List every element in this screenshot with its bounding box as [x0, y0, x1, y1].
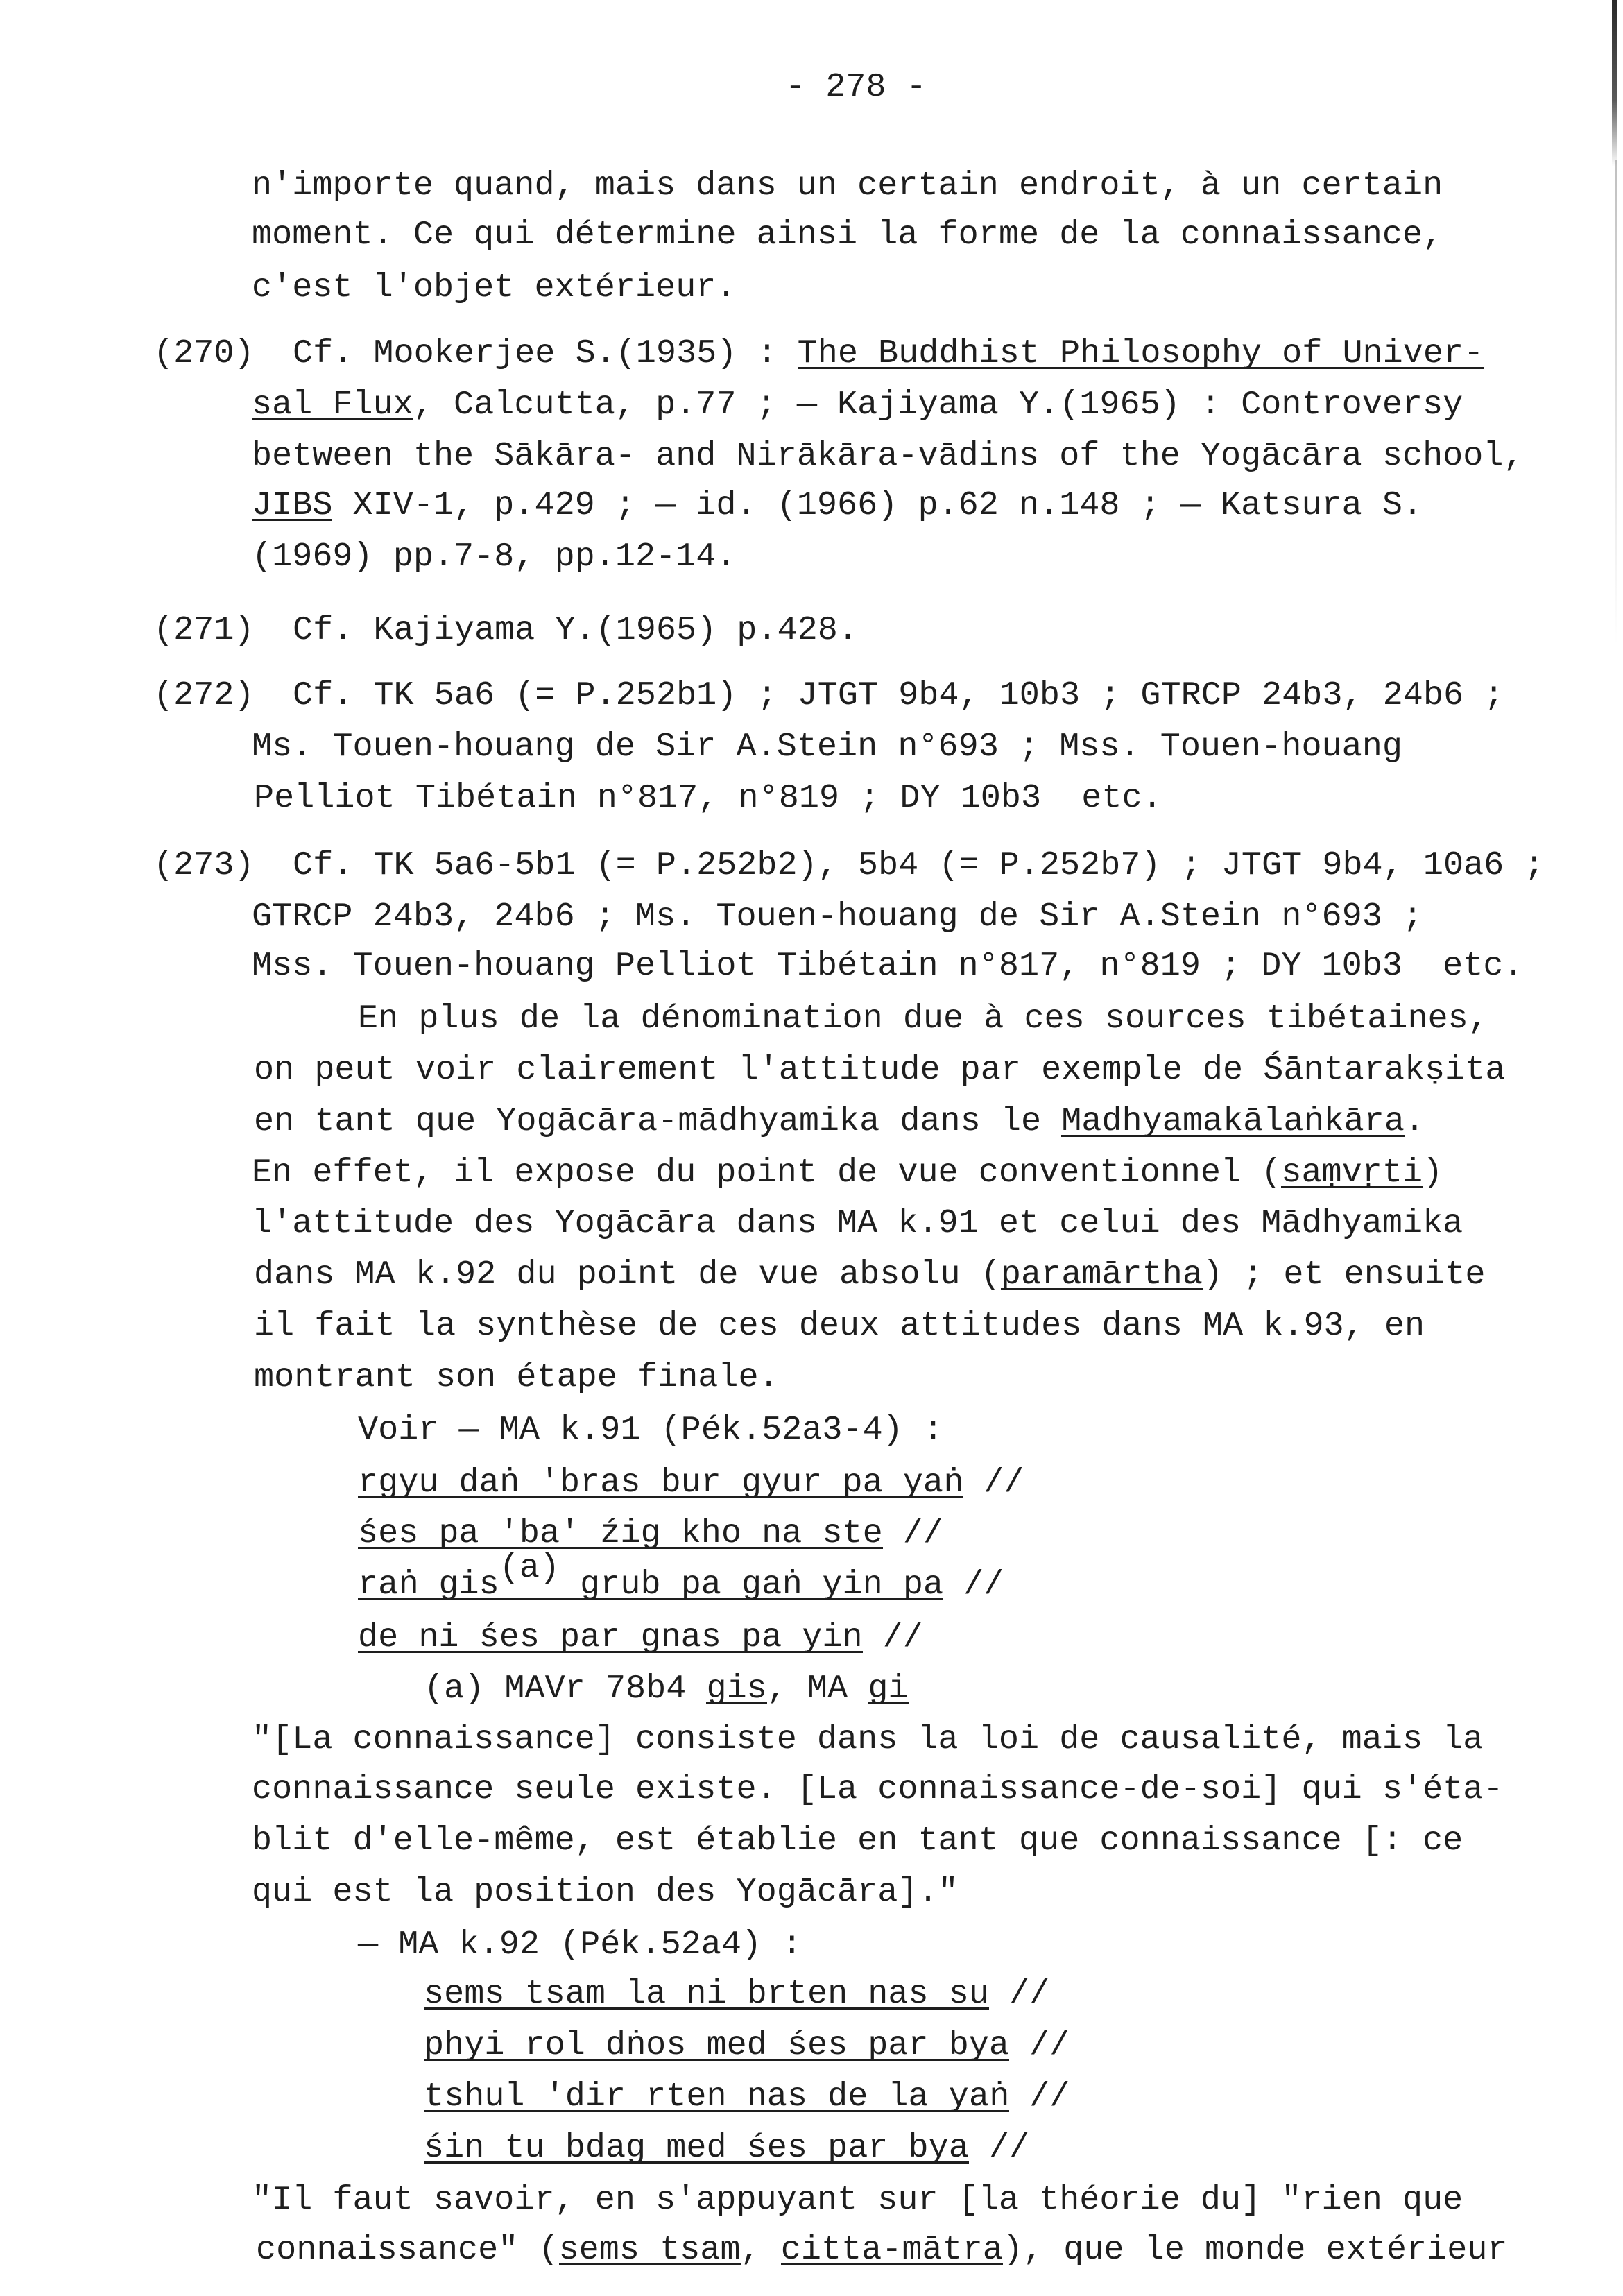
paragraph-line: [254, 1254, 1485, 1296]
term: saṃvṛti: [1281, 1154, 1423, 1192]
verse-line: [424, 2025, 1070, 2066]
translation-line: connaissance seule existe. [La connaissance-de-soi] qui s'éta-: [252, 1770, 1504, 1808]
paragraph-line: montrant son étape finale.: [254, 1358, 779, 1396]
verse-heading: Voir — MA k.91 (Pék.52a3-4) :: [358, 1411, 944, 1449]
verse-line: [358, 1462, 1024, 1504]
translation-text: ), que le monde extérieur: [1002, 2231, 1508, 2269]
paragraph-text: .: [1404, 1102, 1425, 1140]
note-line: [293, 333, 1484, 375]
note-text: XIV-1, p.429 ; — id. (1966) p.62 n.148 ; — Katsura S.: [332, 486, 1423, 524]
term: paramārtha: [1000, 1256, 1203, 1294]
translation-text: ,: [740, 2231, 781, 2269]
note-line: between the Sākāra- and Nirākāra-vādins of the Yogācāra school,: [252, 437, 1524, 475]
note-line: (1969) pp.7-8, pp.12-14.: [252, 538, 737, 576]
verse-text: śes pa 'ba' źig kho na ste: [358, 1514, 883, 1552]
paragraph-line: on peut voir clairement l'attitude par exemple de Śāntarakṣita: [254, 1051, 1506, 1089]
intro-line: moment. Ce qui détermine ainsi la forme de la connaissance,: [252, 216, 1443, 254]
verse-line: [358, 1513, 943, 1554]
verse-segment: raṅ gis: [358, 1566, 499, 1604]
verse-segment: grub pa gaṅ yin pa: [560, 1566, 944, 1604]
verse-separator: //: [943, 1566, 1004, 1604]
verse-text: [358, 1549, 944, 1604]
note-line: Mss. Touen-houang Pelliot Tibétain n°817, n°819 ; DY 10b3 etc.: [252, 947, 1524, 985]
journal-title: JIBS: [252, 486, 333, 524]
book-title: sal Flux: [252, 386, 413, 424]
verse-line: [424, 2076, 1070, 2118]
note-number: (271): [153, 611, 255, 649]
note-line: Ms. Touen-houang de Sir A.Stein n°693 ; Mss. Touen-houang: [252, 728, 1402, 766]
translation-line: blit d'elle-même, est établie en tant que connaissance [: ce: [252, 1822, 1463, 1860]
note-text: , Calcutta, p.77 ; — Kajiyama Y.(1965) : Controversy: [413, 386, 1463, 424]
verse-separator: //: [1009, 2026, 1070, 2064]
verse-separator: //: [1009, 2077, 1070, 2116]
note-line: [252, 384, 1463, 426]
translation-line: [256, 2229, 1508, 2271]
verse-text: rgyu daṅ 'bras bur gyur pa yaṅ: [358, 1464, 964, 1502]
book-title: The Buddhist Philosophy of Univer-: [797, 334, 1484, 372]
paragraph-text: ): [1423, 1154, 1443, 1192]
verse-text: phyi rol dṅos med śes par bya: [424, 2026, 1010, 2064]
term: sems tsam: [558, 2231, 741, 2269]
translation-text: connaissance" (: [256, 2231, 559, 2269]
scan-edge-shadow: [1615, 160, 1617, 645]
verse-separator: //: [968, 2129, 1030, 2167]
note-text: Cf. Mookerjee S.(1935) :: [293, 334, 798, 372]
note-line: Cf. TK 5a6-5b1 (= P.252b2), 5b4 (= P.252b7) ; JTGT 9b4, 10a6 ;: [293, 846, 1545, 884]
verse-heading: — MA k.92 (Pék.52a4) :: [358, 1926, 802, 1964]
note-number: (273): [153, 846, 255, 884]
verse-text: tshul 'dir rten nas de la yaṅ: [424, 2077, 1010, 2116]
verse-separator: //: [862, 1618, 923, 1656]
paragraph-line: l'attitude des Yogācāra dans MA k.91 et celui des Mādhyamika: [252, 1204, 1463, 1242]
intro-line: n'importe quand, mais dans un certain endroit, à un certain: [252, 166, 1443, 205]
verse-line: [358, 1549, 1004, 1606]
variant-reading: gi: [868, 1670, 909, 1708]
paragraph-text: En effet, il expose du point de vue conventionnel (: [252, 1154, 1282, 1192]
term: citta-mātra: [780, 2231, 1003, 2269]
paragraph-line: il fait la synthèse de ces deux attitudes dans MA k.93, en: [254, 1307, 1425, 1345]
paragraph-text: en tant que Yogācāra-mādhyamika dans le: [254, 1102, 1062, 1140]
note-line: [252, 485, 1423, 526]
translation-line: "[La connaissance] consiste dans la loi de causalité, mais la: [252, 1720, 1484, 1758]
verse-separator: //: [882, 1514, 944, 1552]
scan-edge-mark: [1612, 0, 1617, 166]
verse-text: sems tsam la ni brten nas su: [424, 1975, 989, 2013]
note-number: (270): [153, 334, 255, 372]
translation-line: "Il faut savoir, en s'appuyant sur [la théorie du] "rien que: [252, 2181, 1463, 2219]
note-line: Cf. TK 5a6 (= P.252b1) ; JTGT 9b4, 10b3 ; GTRCP 24b3, 24b6 ;: [293, 676, 1504, 714]
page-number: - 278 -: [785, 68, 927, 106]
paragraph-line: En plus de la dénomination due à ces sources tibétaines,: [358, 1000, 1488, 1038]
verse-text: de ni śes par gnas pa yin: [358, 1618, 863, 1656]
paragraph-text: dans MA k.92 du point de vue absolu (: [254, 1256, 1001, 1294]
paragraph-text: ) ; et ensuite: [1202, 1256, 1486, 1294]
paragraph-line: [254, 1101, 1425, 1142]
verse-line: [424, 1973, 1049, 2015]
verse-separator: //: [988, 1975, 1050, 2013]
verse-line: [358, 1617, 923, 1659]
note-line: GTRCP 24b3, 24b6 ; Ms. Touen-houang de Sir A.Stein n°693 ;: [252, 898, 1423, 936]
work-title: Madhyamakālaṅkāra: [1061, 1102, 1405, 1140]
variant-reading: gis: [706, 1670, 767, 1708]
variant-text: (a) MAVr 78b4: [424, 1670, 707, 1708]
verse-line: [424, 2127, 1029, 2169]
verse-text: śin tu bdag med śes par bya: [424, 2129, 969, 2167]
intro-line: c'est l'objet extérieur.: [252, 268, 737, 307]
variant-note: [424, 1668, 909, 1710]
note-line: Pelliot Tibétain n°817, n°819 ; DY 10b3 etc.: [254, 779, 1162, 817]
paragraph-line: [252, 1152, 1443, 1194]
note-line: Cf. Kajiyama Y.(1965) p.428.: [293, 611, 858, 649]
note-number: (272): [153, 676, 255, 714]
translation-line: qui est la position des Yogācāra].": [252, 1873, 959, 1911]
variant-marker: (a): [499, 1549, 560, 1587]
variant-text: , MA: [766, 1670, 868, 1708]
verse-separator: //: [963, 1464, 1024, 1502]
